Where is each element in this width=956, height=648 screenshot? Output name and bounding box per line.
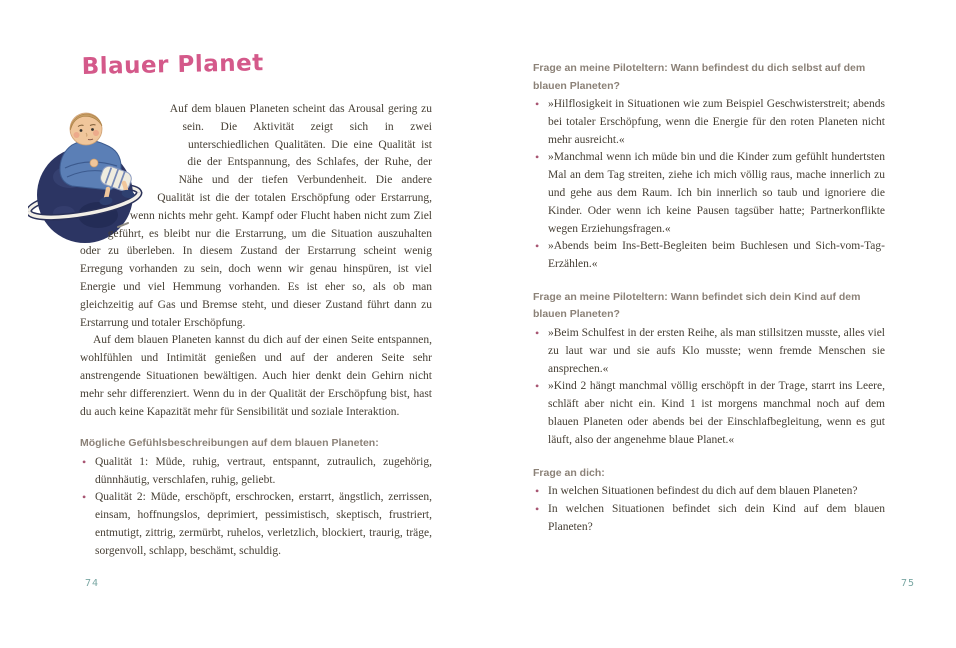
list-item: • »Manchmal wenn ich müde bin und die Kinder zum gefühlt hundertsten Mal an dem Tag streiten, ziehe ich mich völlig raus, mache innerlich zu und gehe aus dem Raum. Ich bin innerlich so taub und ignoriere die Kinder. Oder wenn ich keine Pausen tagsüber hatte; Partnerkonflikte wegen Erziehungsfragen.« [533,149,885,238]
answers-list [533,96,885,274]
right-page [533,60,885,536]
questions-list [533,483,885,536]
paragraph-arousal-text: Auf dem blauen Planeten scheint das Arousal gering zu sein. Die Aktivität zeigt sich in zwei unterschiedlichen Qualitäten. Die eine Qualität ist die der Entspannung, des Schlafes, der Ruhe, der Nähe und der tiefen Verbundenheit. Die andere Qualität ist die der totalen Erschöpfung oder Erstarrung, wenn nichts mehr geht. Kampf oder Flucht haben nicht zum Ziel geführt, es bleibt nur die Erstarrung, um die Situation auszuhalten oder zu überleben. In diesem Zustand der Erstarrung scheint wenig Erregung vorhanden zu sein, doch wenn wir genau hinspüren, ist viel Energie und viel Hemmung vorhanden. Es ist eher so, als ob man gleichzeitig auf Gas und Bremse steht, und dieser Zustand führt dann zu Erstarrung und totaler Erschöpfung. [80,103,432,329]
page-number-right: 75 [901,578,916,589]
feelings-list [80,454,432,561]
section-heading: Frage an dich: [533,466,605,479]
answers-list [533,325,885,450]
chapter-title: Blauer Planet [81,50,264,80]
list-item: • In welchen Situationen befindest du dich auf dem blauen Planeten? [533,483,885,501]
list-item: • Qualität 2: Müde, erschöpft, erschrocken, erstarrt, ängstlich, zerrissen, einsam, hoffnungslos, deprimiert, pessimistisch, skeptisch, frustriert, entmutigt, zittrig, zermürbt, ruhelos, verletzlich, blockiert, traurig, träge, sorgenvoll, schlapp, beschämt, schuldig. [80,489,432,560]
left-page [80,50,432,561]
feelings-list-heading: Mögliche Gefühlsbeschreibungen auf dem blauen Planeten: [80,437,379,450]
list-item: • »Kind 2 hängt manchmal völlig erschöpft in der Trage, starrt ins Leere, schläft aber nicht ein. Kind 1 ist morgens manchmal noch auf dem blauen Planeten oder abends bei der Einschlafbegleitung, wenn es gut läuft, also der angenehme blaue Planet.« [533,378,885,449]
question-section-reader [533,465,885,537]
section-heading: Frage an meine Piloteltern: Wann befindet sich dein Kind auf dem blauen Planeten? [533,290,861,321]
list-item: • »Hilflosigkeit in Situationen wie zum Beispiel Geschwisterstreit; abends bei totaler Erschöpfung, wenn die Energie für den roten Planeten nicht mehr ausreicht.« [533,96,885,149]
list-item: • »Beim Schulfest in der ersten Reihe, als man stillsitzen musste, alles viel zu laut war und sie aufs Klo musste; wenn fremde Menschen sie ansprechen.« [533,325,885,378]
list-item: • Qualität 1: Müde, ruhig, vertraut, entspannt, zutraulich, zugehörig, dünnhäutig, verschlafen, ruhig, geliebt. [80,454,432,490]
list-item: • In welchen Situationen befindet sich dein Kind auf dem blauen Planeten? [533,501,885,537]
paragraph-capacity: Auf dem blauen Planeten kannst du dich auf der einen Seite entspannen, wohlfühlen und Intimität genießen und auf der anderen Seite sehr anstrengende Situationen bewältigen. Auch hier denkt dein Gehirn nicht mehr sehr differenziert. Wenn du in der Qualität der Erschöpfung bist, hast du auch keine Kapazität mehr für Sensibilität und soziale Interaktion. [80,334,432,418]
page-number-left: 74 [85,578,100,589]
list-item: • »Abends beim Ins-Bett-Begleiten beim Buchlesen und Sich-vom-Tag-Erzählen.« [533,238,885,274]
question-section-parents-child [533,289,885,450]
paragraph-arousal [80,101,432,332]
section-heading: Frage an meine Piloteltern: Wann befindest du dich selbst auf dem blauen Planeten? [533,62,866,92]
question-section-parents-self [533,60,885,274]
